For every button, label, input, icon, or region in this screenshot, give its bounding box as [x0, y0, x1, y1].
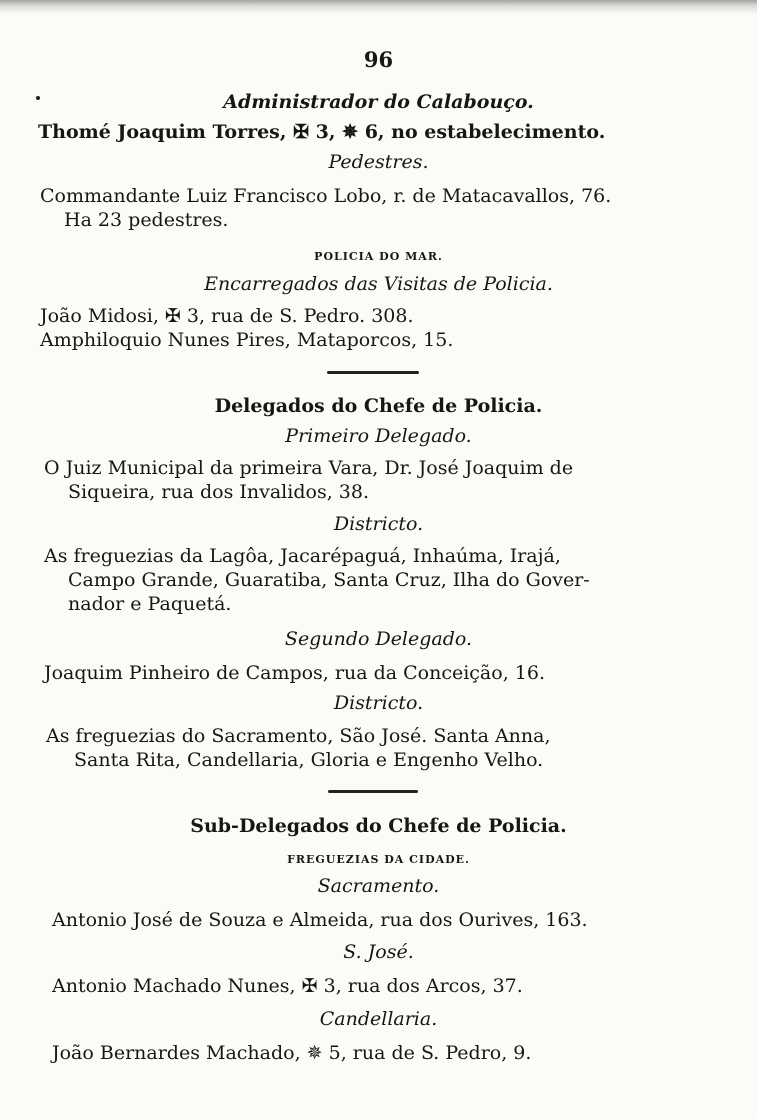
sacramento-entry: Antonio José de Souza e Almeida, rua dos Ourives, 163.: [52, 909, 588, 931]
candellaria-entry: [52, 1041, 531, 1065]
districto-line-2: Campo Grande, Guaratiba, Santa Cruz, Ilha do Gover-: [68, 569, 590, 591]
delegados-heading: Delegados do Chefe de Policia.: [214, 395, 543, 417]
sjose-entry: [52, 974, 523, 998]
sub-delegados-heading: Sub-Delegados do Chefe de Policia.: [190, 815, 567, 837]
candellaria-heading: Candellaria.: [319, 1008, 438, 1030]
calabouco-entry-cross-num: 3,: [315, 121, 336, 143]
sjose-entry-name: Antonio Machado Nunes,: [52, 975, 296, 997]
policia-mar-heading: POLICIA DO MAR.: [314, 250, 443, 263]
districto-2-line-2: Santa Rita, Candellaria, Gloria e Engenho Velho.: [74, 749, 544, 771]
sjose-heading: S. José.: [343, 941, 414, 963]
policia-mar-entry-1-rest: 3, rua de S. Pedro. 308.: [186, 305, 414, 327]
section-divider: [328, 790, 418, 793]
districto-line-1: As freguezias da Lagôa, Jacarépaguá, Inhaúma, Irajá,: [44, 545, 561, 567]
sjose-entry-rest: 3, rua dos Arcos, 37.: [323, 975, 523, 997]
pedestres-line-1: Commandante Luiz Francisco Lobo, r. de Matacavallos, 76.: [40, 185, 612, 207]
segundo-delegado-heading: Segundo Delegado.: [284, 628, 473, 650]
calabouco-entry-name: Thomé Joaquim Torres,: [38, 121, 287, 143]
freguezias-heading: FREGUEZIAS DA CIDADE.: [287, 853, 470, 866]
calabouco-entry: [38, 120, 605, 144]
districto-2-heading: Districto.: [333, 692, 424, 714]
districto-heading: Districto.: [333, 513, 424, 535]
candellaria-entry-rest: 5, rua de S. Pedro, 9.: [328, 1042, 532, 1064]
calabouco-entry-star-num: 6, no estabelecimento.: [364, 121, 606, 143]
segundo-delegado-line: Joaquim Pinheiro de Campos, rua da Conceição, 16.: [44, 662, 545, 684]
primeiro-delegado-line-1: O Juiz Municipal da primeira Vara, Dr. José Joaquim de: [44, 457, 574, 479]
policia-mar-entry-1-name: João Midosi,: [40, 305, 159, 327]
sacramento-heading: Sacramento.: [317, 875, 440, 897]
section-divider: [327, 371, 419, 374]
policia-mar-entry-2: Amphiloquio Nunes Pires, Mataporcos, 15.: [40, 329, 454, 351]
page-number: 96: [363, 47, 394, 72]
primeiro-delegado-line-2: Siqueira, rua dos Invalidos, 38.: [68, 481, 369, 503]
districto-line-3: nador e Paquetá.: [68, 593, 232, 615]
order-cross-icon: ✠: [293, 121, 310, 143]
districto-2-line-1: As freguezias do Sacramento, São José. Santa Anna,: [46, 725, 551, 747]
order-cross-icon: ✠: [164, 305, 181, 327]
policia-mar-entry-1: [40, 304, 414, 328]
calabouco-heading: Administrador do Calabouço.: [223, 91, 534, 113]
policia-mar-subheading: Encarregados das Visitas de Policia.: [204, 273, 553, 295]
order-star-icon: ✵: [306, 1042, 323, 1064]
order-star-icon: ✵: [342, 121, 359, 143]
candellaria-entry-name: João Bernardes Machado,: [52, 1042, 301, 1064]
primeiro-delegado-heading: Primeiro Delegado.: [285, 425, 472, 447]
pedestres-line-2: Ha 23 pedestres.: [64, 209, 229, 231]
pedestres-heading: Pedestres.: [328, 151, 429, 173]
order-cross-icon: ✠: [301, 975, 318, 997]
